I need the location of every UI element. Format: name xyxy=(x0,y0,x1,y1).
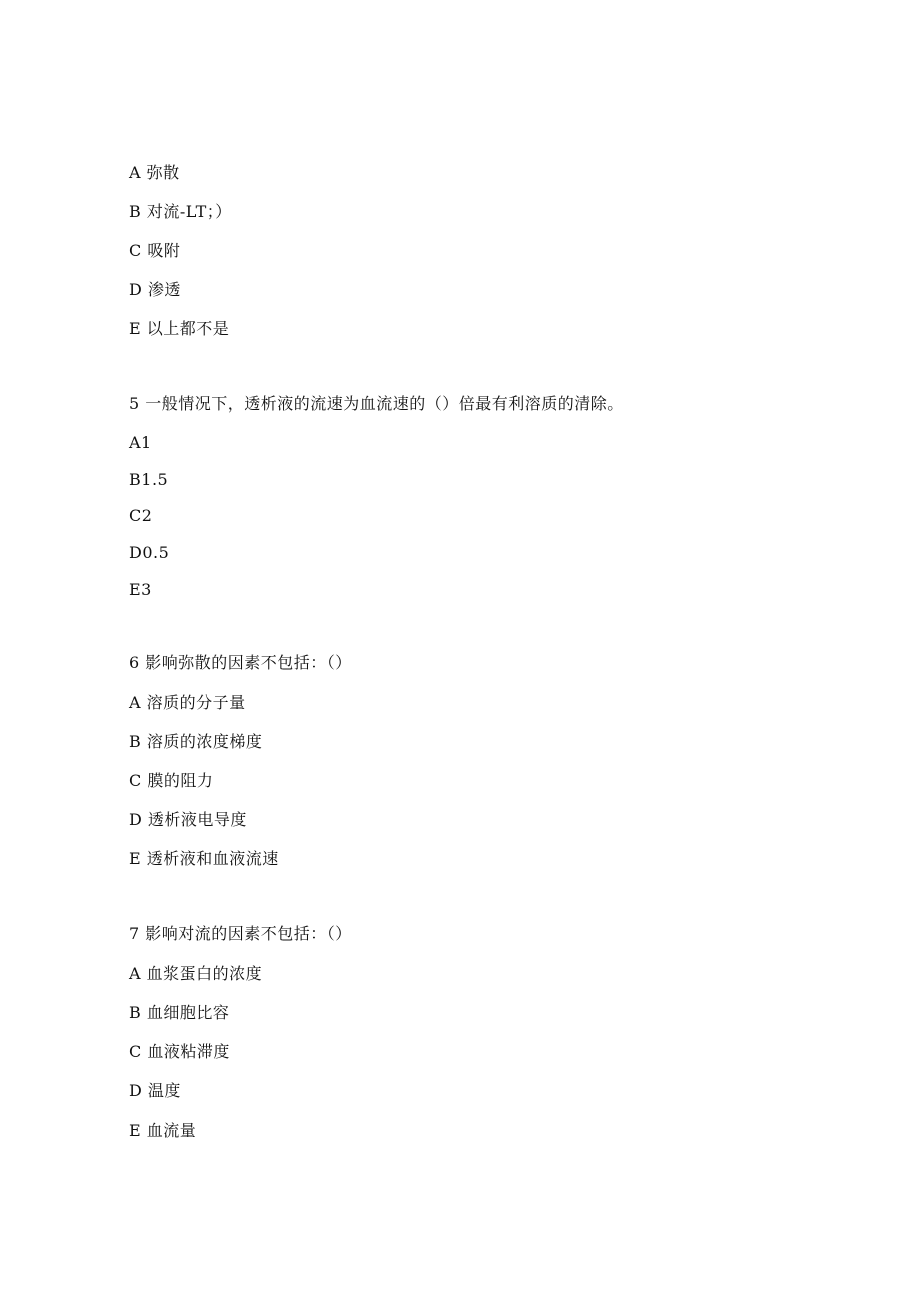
q5-option-a: A1 xyxy=(129,433,152,452)
q7-option-c: C 血液粘滞度 xyxy=(129,1042,230,1061)
q7-option-b: B 血细胞比容 xyxy=(129,1003,230,1022)
question-7-stem: 7 影响对流的因素不包括：（） xyxy=(129,924,352,943)
option-a: A 弥散 xyxy=(129,163,180,182)
option-e: E 以上都不是 xyxy=(129,319,230,338)
option-c: C 吸附 xyxy=(129,241,181,260)
q5-option-c: C2 xyxy=(129,506,153,525)
q6-option-e: E 透析液和血液流速 xyxy=(129,849,279,868)
q6-option-d: D 透析液电导度 xyxy=(129,810,247,829)
q6-option-b: B 溶质的浓度梯度 xyxy=(129,732,263,751)
q7-option-a: A 血浆蛋白的浓度 xyxy=(129,964,263,983)
option-b: B 对流-LT；） xyxy=(129,202,232,221)
q7-option-e: E 血流量 xyxy=(129,1121,197,1140)
question-5-stem: 5 一般情况下，透析液的流速为血流速的（）倍最有利溶质的清除。 xyxy=(129,394,624,413)
q7-option-d: D 温度 xyxy=(129,1081,181,1100)
option-d: D 渗透 xyxy=(129,280,181,299)
q5-option-b: B1.5 xyxy=(129,470,169,489)
question-6-stem: 6 影响弥散的因素不包括：（） xyxy=(129,653,352,672)
q6-option-a: A 溶质的分子量 xyxy=(129,693,246,712)
q6-option-c: C 膜的阻力 xyxy=(129,771,214,790)
q5-option-e: E3 xyxy=(129,580,152,599)
q5-option-d: D0.5 xyxy=(129,543,170,562)
